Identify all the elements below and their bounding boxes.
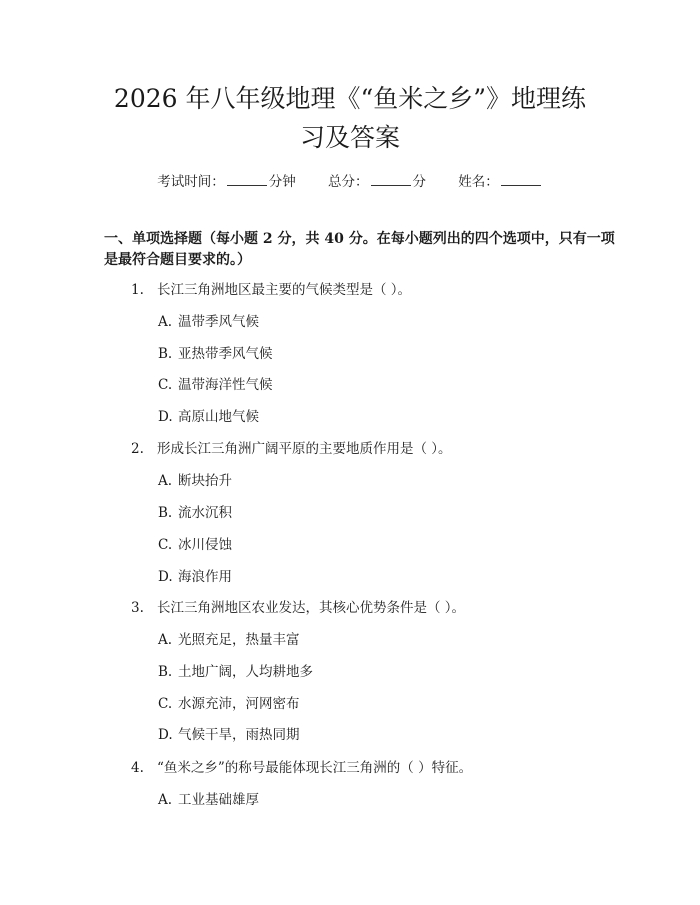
exam-time-field xyxy=(157,170,296,190)
exam-time-unit: 分钟 xyxy=(268,174,296,190)
option-letter: C. xyxy=(158,377,173,393)
option-letter: B. xyxy=(158,346,173,362)
option-text: 工业基础雄厚 xyxy=(178,792,259,808)
option-letter: C. xyxy=(158,537,173,553)
option-text: 水源充沛，河网密布 xyxy=(178,696,300,712)
option-text: 温带海洋性气候 xyxy=(178,377,273,393)
option-letter: A. xyxy=(158,632,173,648)
option-letter: A. xyxy=(158,314,173,330)
student-name-field xyxy=(458,170,543,190)
document-title-line-2: 习及答案 xyxy=(299,123,400,152)
option-text: 光照充足，热量丰富 xyxy=(178,632,300,648)
exam-time-blank xyxy=(227,173,267,186)
option-letter: B. xyxy=(158,505,173,521)
question-2 xyxy=(131,443,452,457)
question-3 xyxy=(131,602,465,616)
option-letter: A. xyxy=(158,792,173,808)
question-3-option-d xyxy=(158,729,300,743)
option-text: 海浪作用 xyxy=(178,569,232,585)
total-score-label: 总分： xyxy=(328,174,369,190)
section-heading-line-2: 是最符合题目要求的。） xyxy=(104,252,251,268)
total-score-blank xyxy=(371,173,411,186)
question-text: 长江三角洲地区农业发达，其核心优势条件是（ ）。 xyxy=(157,600,466,616)
question-3-option-a xyxy=(158,634,300,648)
question-number: 2. xyxy=(131,441,144,457)
option-letter: B. xyxy=(158,664,173,680)
question-number: 4. xyxy=(131,760,144,776)
question-text: 长江三角洲地区最主要的气候类型是（ ）。 xyxy=(157,282,412,298)
question-text: 形成长江三角洲广阔平原的主要地质作用是（ ）。 xyxy=(157,441,452,457)
document-title-line-1: 2026 年八年级地理《“鱼米之乡”》地理练 xyxy=(113,84,587,113)
question-1-option-c xyxy=(158,379,273,393)
option-letter: D. xyxy=(158,409,173,425)
option-text: 高原山地气候 xyxy=(178,409,259,425)
option-text: 流水沉积 xyxy=(178,505,232,521)
question-text: “鱼米之乡”的称号最能体现长江三角洲的（ ）特征。 xyxy=(157,760,473,776)
option-text: 气候干旱，雨热同期 xyxy=(178,727,300,743)
question-2-option-c xyxy=(158,539,232,553)
option-text: 断块抬升 xyxy=(178,473,232,489)
exam-info-bar xyxy=(0,170,700,190)
total-score-unit: 分 xyxy=(412,174,426,190)
question-number: 1. xyxy=(131,282,144,298)
option-letter: D. xyxy=(158,569,173,585)
question-2-option-b xyxy=(158,507,232,521)
question-1-option-a xyxy=(158,316,259,330)
question-1-option-b xyxy=(158,348,273,362)
question-1 xyxy=(131,284,411,298)
option-text: 亚热带季风气候 xyxy=(178,346,273,362)
question-3-option-b xyxy=(158,666,313,680)
question-1-option-d xyxy=(158,411,259,425)
total-score-field xyxy=(328,170,426,190)
question-4-option-a xyxy=(158,794,259,808)
question-2-option-d xyxy=(158,571,232,585)
student-name-blank xyxy=(501,173,541,186)
option-letter: C. xyxy=(158,696,173,712)
option-text: 温带季风气候 xyxy=(178,314,259,330)
option-text: 土地广阔，人均耕地多 xyxy=(178,664,313,680)
option-letter: A. xyxy=(158,473,173,489)
option-letter: D. xyxy=(158,727,173,743)
question-3-option-c xyxy=(158,698,300,712)
question-number: 3. xyxy=(131,600,144,616)
exam-time-label: 考试时间： xyxy=(157,174,225,190)
question-4 xyxy=(131,762,472,776)
question-2-option-a xyxy=(158,475,232,489)
option-text: 冰川侵蚀 xyxy=(178,537,232,553)
section-heading-line-1: 一、单项选择题（每小题 2 分，共 40 分。在每小题列出的四个选项中，只有一项 xyxy=(104,231,615,247)
student-name-label: 姓名： xyxy=(458,174,499,190)
